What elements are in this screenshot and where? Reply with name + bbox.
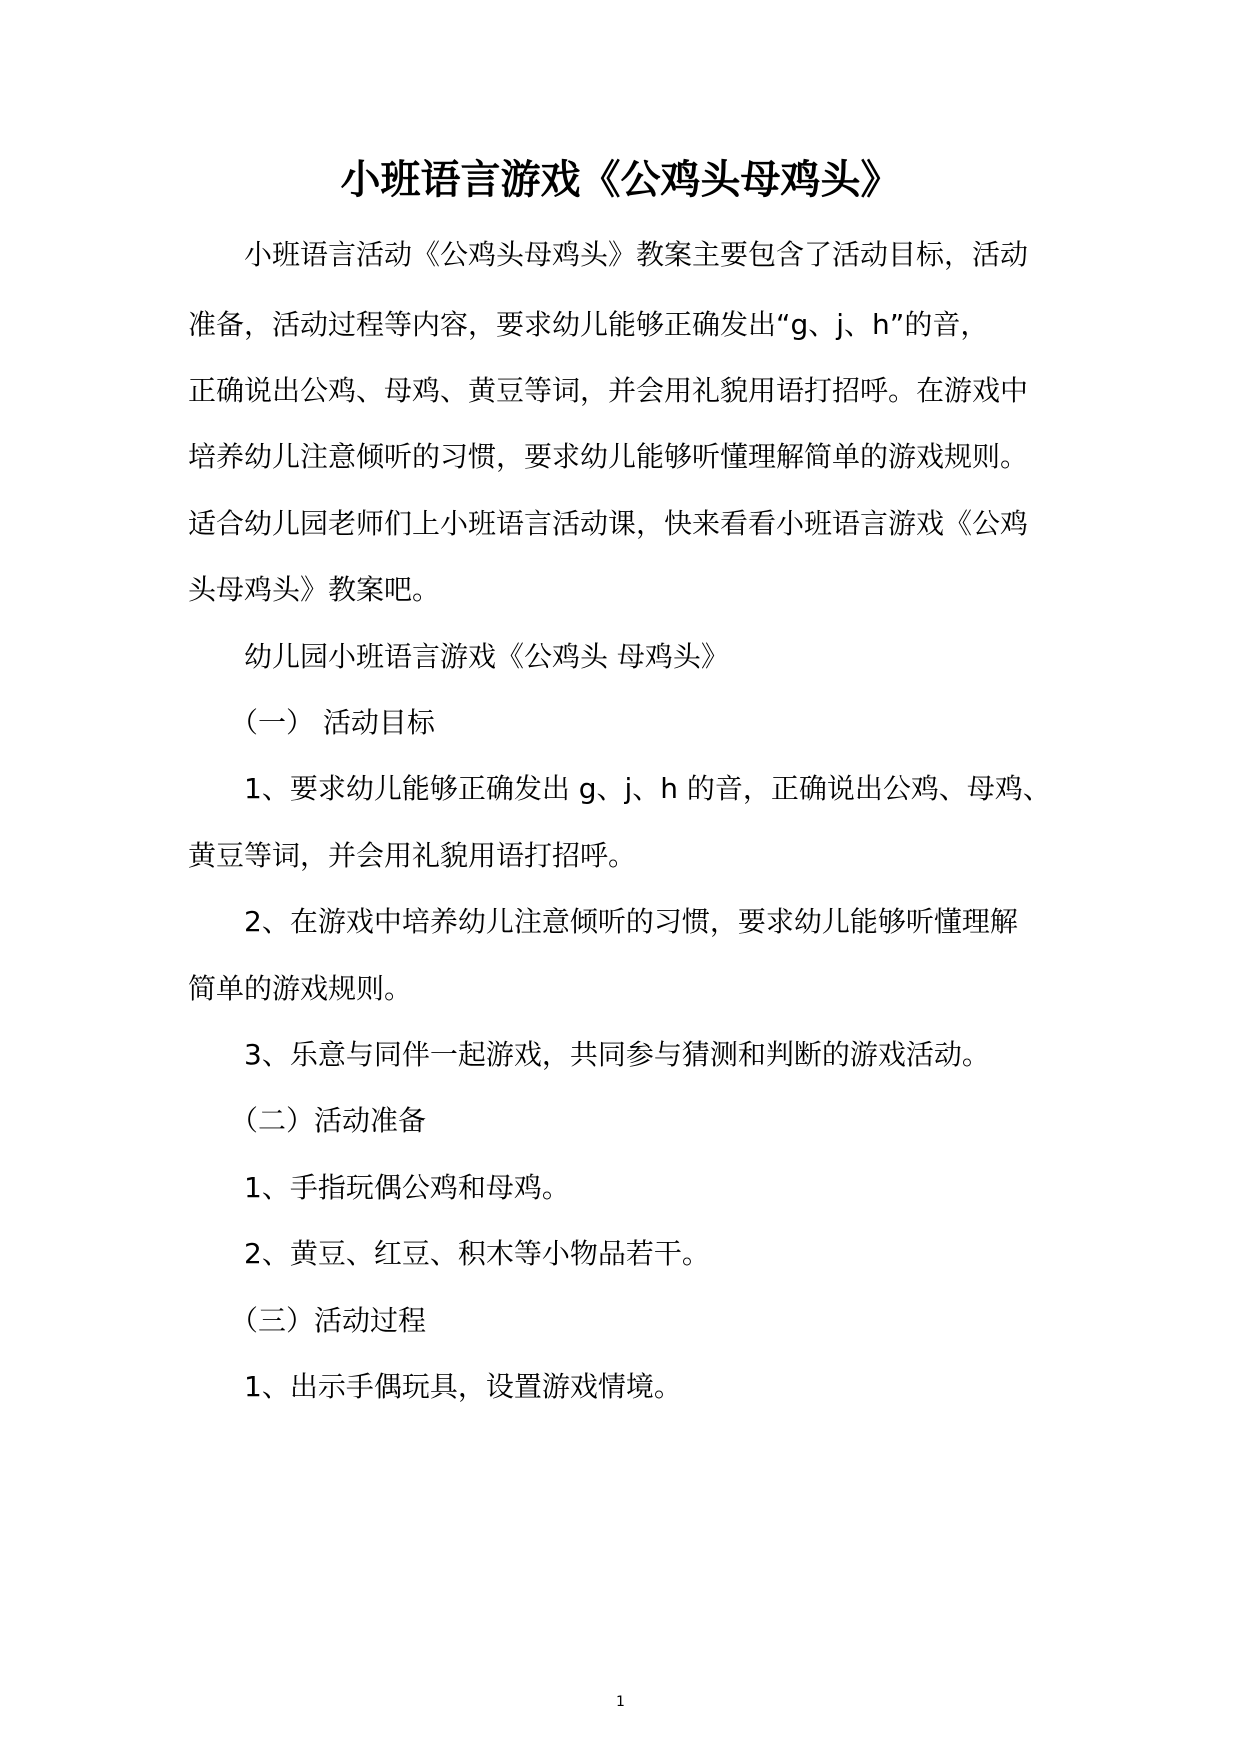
- section-heading: （三）活动过程: [188, 1304, 427, 1337]
- body-line: 简单的游戏规则。: [188, 972, 413, 1005]
- body-line: 1、出示手偶玩具，设置游戏情境。: [188, 1370, 682, 1403]
- body-line: 正确说出公鸡、母鸡、黄豆等词，并会用礼貌用语打招呼。在游戏中: [188, 374, 1029, 407]
- body-line: 小班语言活动《公鸡头母鸡头》教案主要包含了活动目标，活动: [188, 238, 1029, 271]
- body-line: 3、乐意与同伴一起游戏，共同参与猜测和判断的游戏活动。: [188, 1038, 990, 1071]
- body-line: 适合幼儿园老师们上小班语言活动课，快来看看小班语言游戏《公鸡: [188, 507, 1029, 540]
- body-line: 准备，活动过程等内容，要求幼儿能够正确发出“g、j、h”的音，: [188, 308, 989, 341]
- section-heading: （二）活动准备: [188, 1104, 427, 1137]
- section-heading: （一） 活动目标: [188, 706, 435, 739]
- body-line: 1、要求幼儿能够正确发出 g、j、h 的音，正确说出公鸡、母鸡、: [188, 772, 1051, 805]
- body-line: 2、在游戏中培养幼儿注意倾听的习惯，要求幼儿能够听懂理解: [188, 905, 1018, 938]
- document-title: 小班语言游戏《公鸡头母鸡头》: [340, 156, 901, 203]
- body-line: 幼儿园小班语言游戏《公鸡头 母鸡头》: [188, 640, 729, 673]
- body-line: 培养幼儿注意倾听的习惯，要求幼儿能够听懂理解简单的游戏规则。: [188, 440, 1029, 473]
- body-line: 1、手指玩偶公鸡和母鸡。: [188, 1171, 570, 1204]
- body-line: 黄豆等词，并会用礼貌用语打招呼。: [188, 839, 637, 872]
- page-number: 1: [616, 1694, 625, 1710]
- body-line: 2、黄豆、红豆、积木等小物品若干。: [188, 1237, 710, 1270]
- body-line: 头母鸡头》教案吧。: [188, 573, 441, 606]
